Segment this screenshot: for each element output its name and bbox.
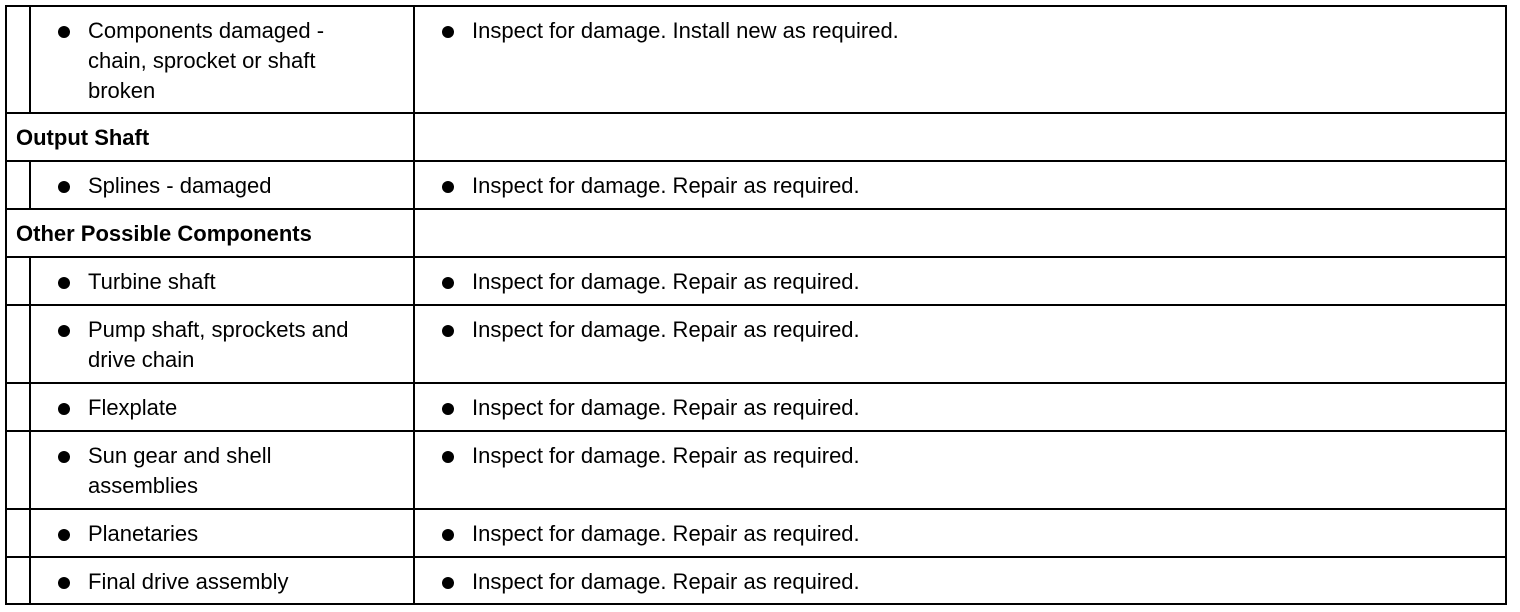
action-text: Inspect for damage. Repair as required. [472, 395, 860, 420]
bullet-icon [442, 277, 454, 289]
indent-divider [29, 7, 31, 114]
table-row [7, 306, 1505, 384]
table-row [7, 7, 1505, 114]
section-title: Other Possible Components [16, 221, 312, 246]
bullet-icon [58, 577, 70, 589]
table-row [7, 258, 1505, 306]
cause-line: Sun gear and shell [88, 443, 272, 468]
indent-divider [29, 258, 31, 306]
bullet-icon [58, 181, 70, 193]
action-text: Inspect for damage. Repair as required. [472, 317, 860, 342]
cause-line: Splines - damaged [88, 173, 272, 198]
bullet-icon [442, 26, 454, 38]
bullet-icon [442, 325, 454, 337]
table-row [7, 432, 1505, 510]
cause-text [88, 567, 408, 597]
table-row [7, 558, 1505, 605]
table-row [7, 384, 1505, 432]
bullet-icon [58, 325, 70, 337]
cause-text [88, 171, 408, 201]
cause-text [88, 519, 408, 549]
row-divider [7, 112, 1505, 114]
cause-text [88, 393, 408, 423]
table-row [7, 162, 1505, 210]
bullet-icon [442, 181, 454, 193]
cause-line: Planetaries [88, 521, 199, 546]
action-text: Inspect for damage. Repair as required. [472, 521, 860, 546]
action-text: Inspect for damage. Repair as required. [472, 173, 860, 198]
cause-line: chain, sprocket or shaft [88, 48, 316, 73]
row-divider [7, 508, 1505, 510]
cause-text [88, 315, 408, 375]
cause-line: Turbine shaft [88, 269, 216, 294]
row-divider [7, 556, 1505, 558]
cause-line: broken [88, 78, 156, 103]
indent-divider [29, 306, 31, 384]
section-header-row [7, 210, 1505, 258]
diagnosis-table [5, 5, 1507, 605]
cause-text [88, 16, 408, 106]
indent-divider [29, 384, 31, 432]
indent-divider [29, 162, 31, 210]
row-divider [7, 430, 1505, 432]
bullet-icon [58, 451, 70, 463]
action-text: Inspect for damage. Repair as required. [472, 443, 860, 468]
row-divider [7, 208, 1505, 210]
cause-text [88, 267, 408, 297]
bullet-icon [58, 529, 70, 541]
bullet-icon [58, 26, 70, 38]
bullet-icon [442, 451, 454, 463]
section-title: Output Shaft [16, 125, 150, 150]
cause-line: Final drive assembly [88, 569, 289, 594]
action-text: Inspect for damage. Repair as required. [472, 569, 860, 594]
bullet-icon [442, 577, 454, 589]
indent-divider [29, 510, 31, 558]
section-header-row [7, 114, 1505, 162]
cause-line: Flexplate [88, 395, 178, 420]
row-divider [7, 160, 1505, 162]
cause-text [88, 441, 408, 501]
indent-divider [29, 558, 31, 605]
row-divider [7, 382, 1505, 384]
action-text: Inspect for damage. Repair as required. [472, 269, 860, 294]
cause-line: Pump shaft, sprockets and [88, 317, 349, 342]
row-divider [7, 256, 1505, 258]
cause-line: Components damaged - [88, 18, 325, 43]
action-text: Inspect for damage. Install new as required. [472, 18, 899, 43]
cause-line: assemblies [88, 473, 199, 498]
cause-line: drive chain [88, 347, 195, 372]
bullet-icon [58, 403, 70, 415]
bullet-icon [442, 403, 454, 415]
row-divider [7, 304, 1505, 306]
indent-divider [29, 432, 31, 510]
bullet-icon [58, 277, 70, 289]
table-row [7, 510, 1505, 558]
bullet-icon [442, 529, 454, 541]
